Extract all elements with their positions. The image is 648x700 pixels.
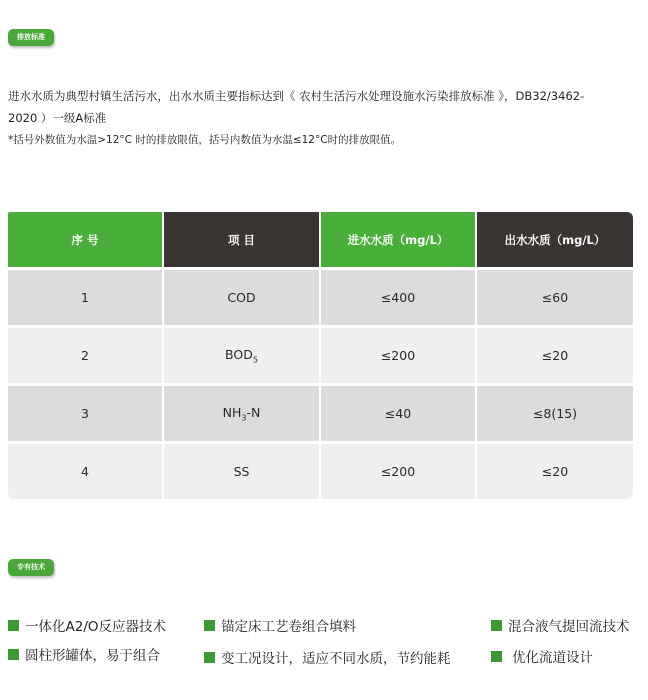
header-item: 项 目 <box>163 212 320 269</box>
cell-no: 2 <box>8 327 163 385</box>
square-bullet-icon <box>8 649 19 660</box>
cell-item-text: COD <box>227 290 256 305</box>
square-bullet-icon <box>491 651 502 662</box>
feature-item <box>8 615 166 635</box>
feature-item <box>8 644 160 664</box>
square-bullet-icon <box>204 652 215 663</box>
intro-text <box>8 85 640 151</box>
section-badge-proprietary-tech: 专有技术 <box>8 559 54 576</box>
table-row <box>8 327 633 385</box>
feature-item <box>491 615 630 635</box>
cell-item-subscript: 5 <box>252 355 258 365</box>
cell-no: 3 <box>8 385 163 443</box>
cell-item-text: SS <box>233 464 250 479</box>
feature-label: 一体化A2/O反应器技术 <box>25 619 166 635</box>
table-header-row <box>8 212 633 269</box>
water-quality-table <box>8 212 633 499</box>
feature-item <box>204 647 451 667</box>
square-bullet-icon <box>8 620 19 631</box>
cell-inflow: ≤400 <box>320 269 476 327</box>
header-outflow: 出水水质（mg/L） <box>476 212 633 269</box>
feature-label: 优化流道设计 <box>512 650 593 666</box>
feature-label: 圆柱形罐体，易于组合 <box>25 648 160 664</box>
cell-item-text: BOD <box>225 346 253 362</box>
cell-item-subscript: 3 <box>241 413 247 423</box>
cell-outflow: ≤20 <box>476 443 633 500</box>
square-bullet-icon <box>491 620 502 631</box>
cell-item-tail: -N <box>246 404 261 420</box>
cell-inflow: ≤200 <box>320 443 476 500</box>
section-badge-discharge-standard: 排放标准 <box>8 29 54 46</box>
feature-item <box>491 646 593 666</box>
feature-label: 变工况设计，适应不同水质，节约能耗 <box>221 651 451 667</box>
cell-inflow: ≤200 <box>320 327 476 385</box>
table-row <box>8 269 633 327</box>
cell-outflow: ≤20 <box>476 327 633 385</box>
cell-no: 1 <box>8 269 163 327</box>
cell-inflow: ≤40 <box>320 385 476 443</box>
header-no: 序 号 <box>8 212 163 269</box>
cell-outflow: ≤60 <box>476 269 633 327</box>
intro-line-2: 2020 ）一级A标准 <box>8 111 107 125</box>
feature-item <box>204 615 356 635</box>
table-row <box>8 385 633 443</box>
header-inflow: 进水水质（mg/L） <box>320 212 476 269</box>
table-row <box>8 443 633 500</box>
square-bullet-icon <box>204 620 215 631</box>
cell-item <box>163 443 320 500</box>
cell-outflow: ≤8(15) <box>476 385 633 443</box>
cell-item <box>163 269 320 327</box>
feature-label: 混合液气提回流技术 <box>508 619 630 635</box>
cell-item <box>163 327 320 385</box>
intro-note: *括号外数值为水温>12°C 时的排放限值，括号内数值为水温≤12°C时的排放限值。 <box>8 134 402 146</box>
cell-no: 4 <box>8 443 163 500</box>
cell-item <box>163 385 320 443</box>
feature-label: 锚定床工艺卷组合填料 <box>221 619 356 635</box>
cell-item-text: NH <box>222 404 242 420</box>
intro-line-1: 进水水质为典型村镇生活污水，出水水质主要指标达到《 农村生活污水处理设施水污染排放标准 》，DB32/3462- <box>8 89 585 103</box>
